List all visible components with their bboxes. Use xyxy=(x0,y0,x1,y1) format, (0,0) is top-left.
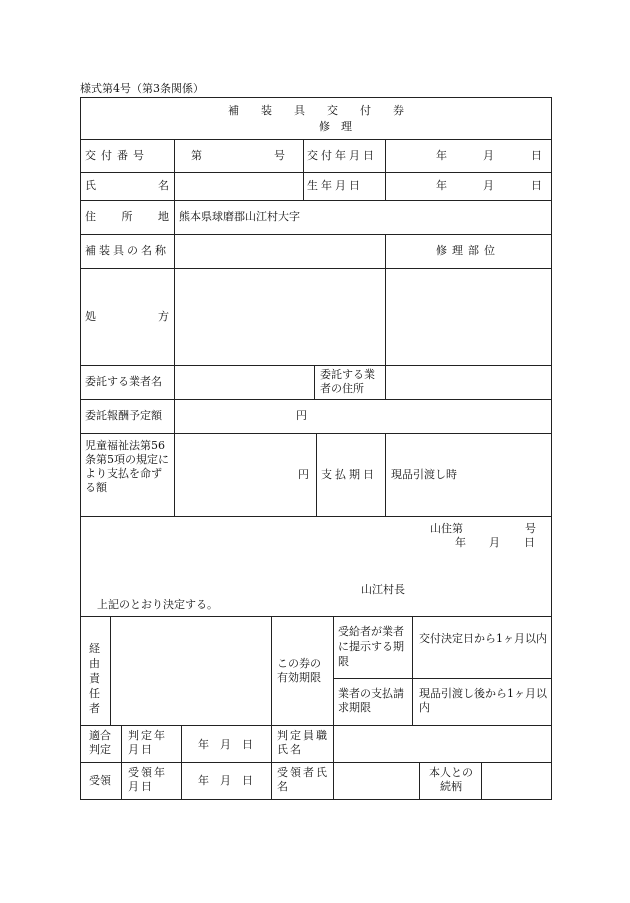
child-welfare-label: 児童福祉法第56条第5項の規定により支払を命ずる額 xyxy=(85,439,169,494)
birth-date-day: 日 xyxy=(531,179,542,192)
decision-day: 日 xyxy=(524,536,535,549)
billing-deadline-label: 業者の支払請求期限 xyxy=(338,687,404,714)
contractor-address-label: 委託する業者の住所 xyxy=(320,368,375,395)
decision-year: 年 xyxy=(455,536,466,549)
receipt-date-value: 年 月 日 xyxy=(198,774,253,787)
issue-date-month: 月 xyxy=(483,149,494,162)
repair-part-label: 修理部位 xyxy=(436,244,500,257)
prescription-label: 処方 xyxy=(85,310,169,323)
birth-date-year: 年 xyxy=(436,179,447,192)
judgement-date-label: 判定年月日 xyxy=(128,729,167,756)
issue-number-prefix: 第 xyxy=(191,149,202,162)
fee-label: 委託報酬予定額 xyxy=(85,409,162,422)
address-value: 熊本県球磨郡山江村大字 xyxy=(179,210,300,223)
child-welfare-unit: 円 xyxy=(298,468,309,481)
decision-statement: 上記のとおり決定する。 xyxy=(97,598,218,611)
billing-deadline-value: 現品引渡し後から1ヶ月以内 xyxy=(419,687,547,714)
voucher-form xyxy=(80,97,552,800)
receipt-label: 受領 xyxy=(89,774,111,787)
issue-date-year: 年 xyxy=(436,149,447,162)
device-name-label: 補装具の名称 xyxy=(85,244,169,257)
issue-date-label: 交付年月日 xyxy=(307,149,377,162)
judge-name-label: 判定員職氏名 xyxy=(277,729,329,756)
document-number-prefix: 山住第 xyxy=(430,522,463,535)
fee-unit: 円 xyxy=(296,409,307,422)
mayor-title: 山江村長 xyxy=(361,583,405,596)
route-manager-label: 経由責任者 xyxy=(89,642,100,715)
form-number-label: 様式第4号（第3条関係） xyxy=(80,82,204,95)
decision-month: 月 xyxy=(489,536,500,549)
contractor-name-label: 委託する業者名 xyxy=(85,375,162,388)
receiver-name-label: 受領者氏名 xyxy=(277,766,329,793)
address-label: 住所地 xyxy=(85,210,169,223)
name-label: 氏名 xyxy=(85,179,169,192)
receipt-date-label: 受領年月日 xyxy=(128,766,167,793)
relation-label: 本人との続柄 xyxy=(429,766,473,793)
fit-judgement-label: 適合判定 xyxy=(89,729,111,756)
validity-label: この券の有効期限 xyxy=(277,657,321,684)
issue-number-label: 交付番号 xyxy=(85,149,149,162)
vendor-deadline-label: 受給者が業者に提示する期限 xyxy=(338,625,404,668)
form-title-repair: 修 理 xyxy=(319,120,352,133)
issue-number-suffix: 号 xyxy=(274,149,285,162)
form-title: 補 装 具 交 付 券 xyxy=(228,104,404,117)
birth-date-month: 月 xyxy=(483,179,494,192)
birth-date-label: 生年月日 xyxy=(307,179,363,192)
payment-date-value: 現品引渡し時 xyxy=(391,468,457,481)
issue-date-day: 日 xyxy=(531,149,542,162)
payment-date-label: 支払期日 xyxy=(321,468,377,481)
vendor-deadline-value: 交付決定日から1ヶ月以内 xyxy=(419,632,547,645)
document-number-suffix: 号 xyxy=(525,522,536,535)
judgement-date-value: 年 月 日 xyxy=(198,738,253,751)
